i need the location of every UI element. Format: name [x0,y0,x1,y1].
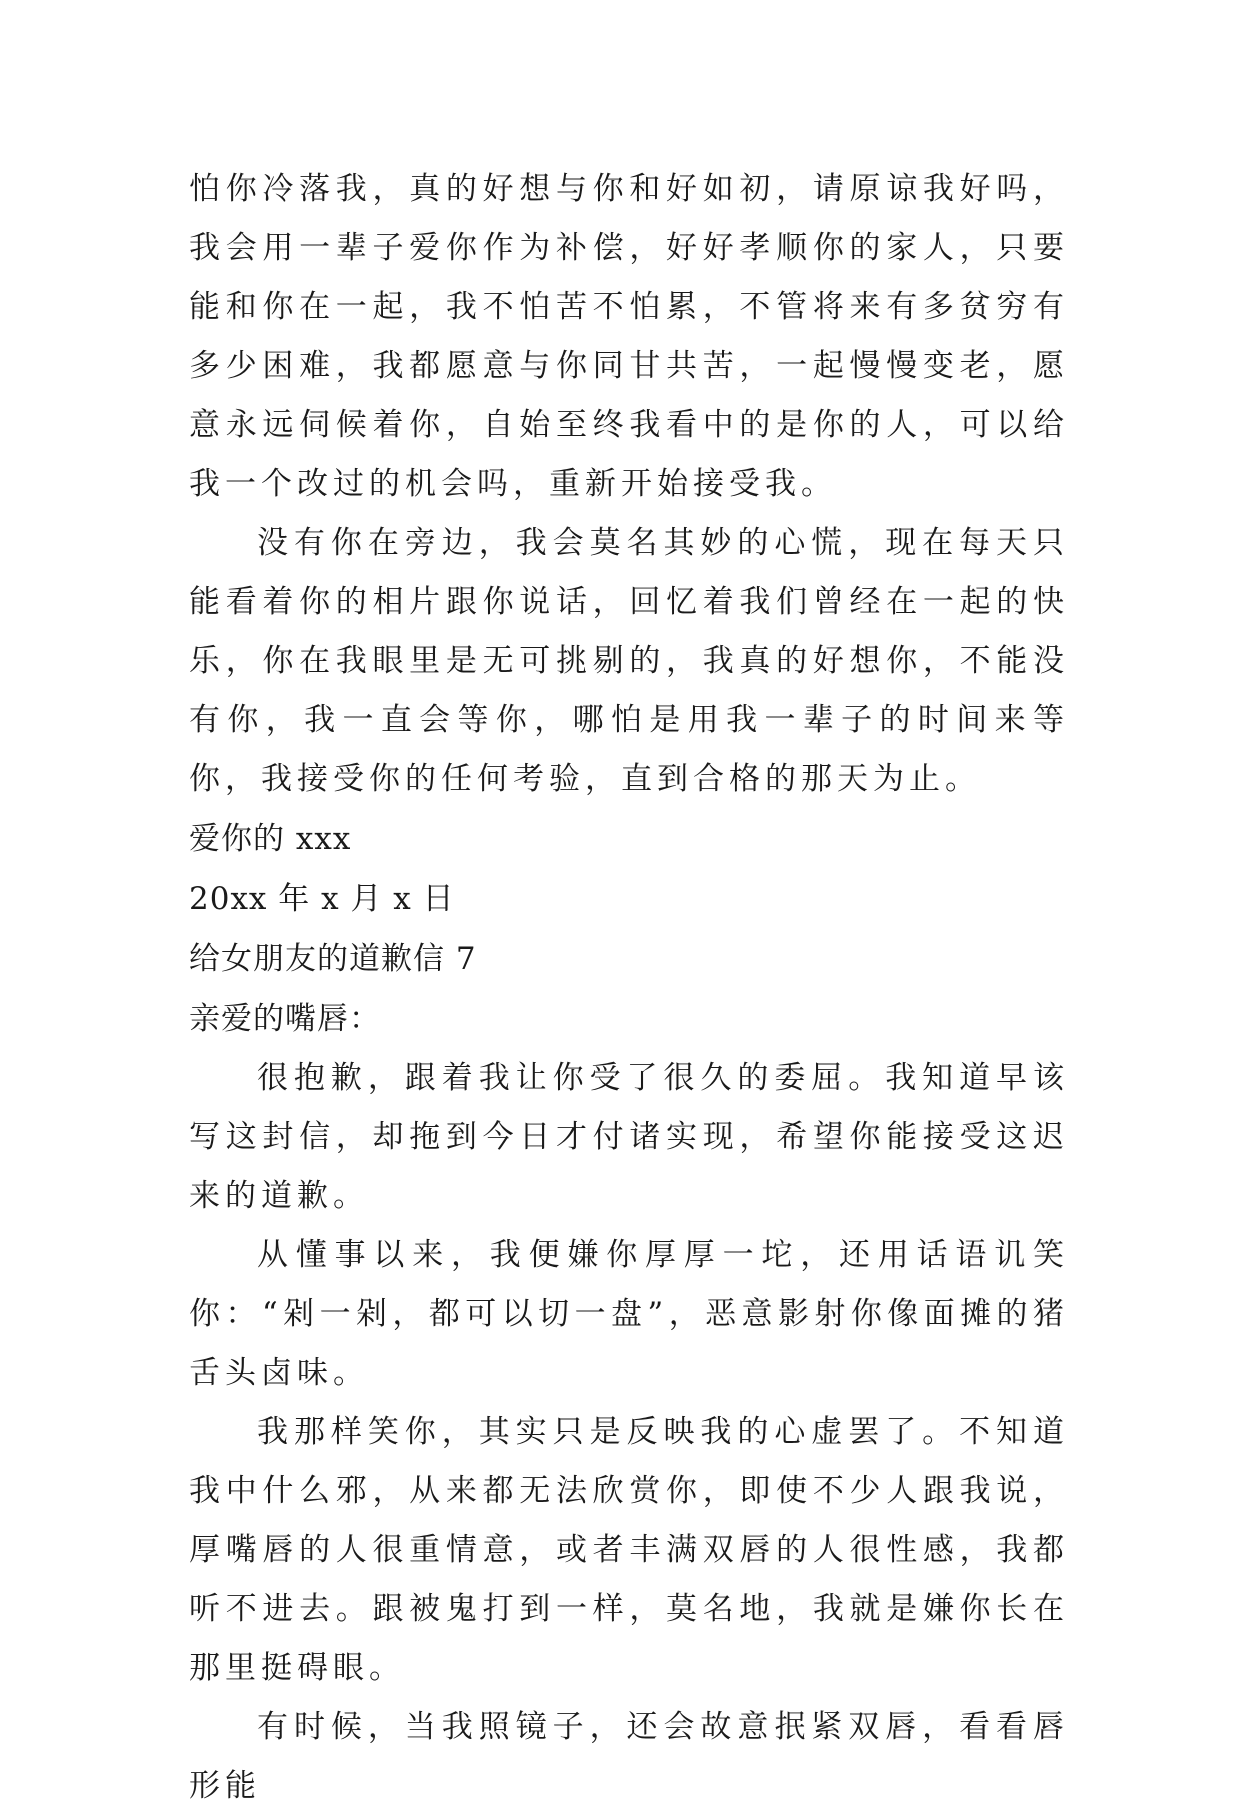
letter-paragraph: 我那样笑你，其实只是反映我的心虚罢了。不知道我中什么邪，从来都无法欣赏你，即使不少人跟我说，厚嘴唇的人很重情意，或者丰满双唇的人很性感，我都听不进去。跟被鬼打到一样，莫名地，我就是嫌你长在那里挺碍眼。 [189,1414,1069,1686]
letter-paragraph: 很抱歉，跟着我让你受了很久的委屈。我知道早该写这封信，却拖到今日才付诸实现，希望你能接受这迟来的道歉。 [189,1060,1069,1214]
paragraph-continuation: 怕你冷落我，真的好想与你和好如初，请原谅我好吗，我会用一辈子爱你作为补偿，好好孝顺你的家人，只要能和你在一起，我不怕苦不怕累，不管将来有多贫穷有多少困难，我都愿意与你同甘共苦，一起慢慢变老，愿意永远伺候着你，自始至终我看中的是你的人，可以给我一个改过的机会吗，重新开始接受我。 [189,171,1069,502]
letter-signature: 爱你的 xxx [189,821,352,857]
letter-paragraph: 从懂事以来，我便嫌你厚厚一坨，还用话语讥笑你：“剁一剁，都可以切一盘”，恶意影射你像面摊的猪舌头卤味。 [189,1237,1069,1391]
paragraph-missing-you: 没有你在旁边，我会莫名其妙的心慌，现在每天只能看着你的相片跟你说话，回忆着我们曾经在一起的快乐，你在我眼里是无可挑剔的，我真的好想你，不能没有你，我一直会等你，哪怕是用我一辈子的时间来等你，我接受你的任何考验，直到合格的那天为止。 [189,525,1069,797]
letter-date: 20xx 年 x 月 x 日 [189,881,455,917]
document-body [189,160,1069,1816]
letter-paragraph: 有时候，当我照镜子，还会故意抿紧双唇，看看唇形能 [189,1709,1069,1804]
section-heading: 给女朋友的道歉信 7 [189,941,477,977]
letter-salutation: 亲爱的嘴唇： [189,1001,381,1037]
